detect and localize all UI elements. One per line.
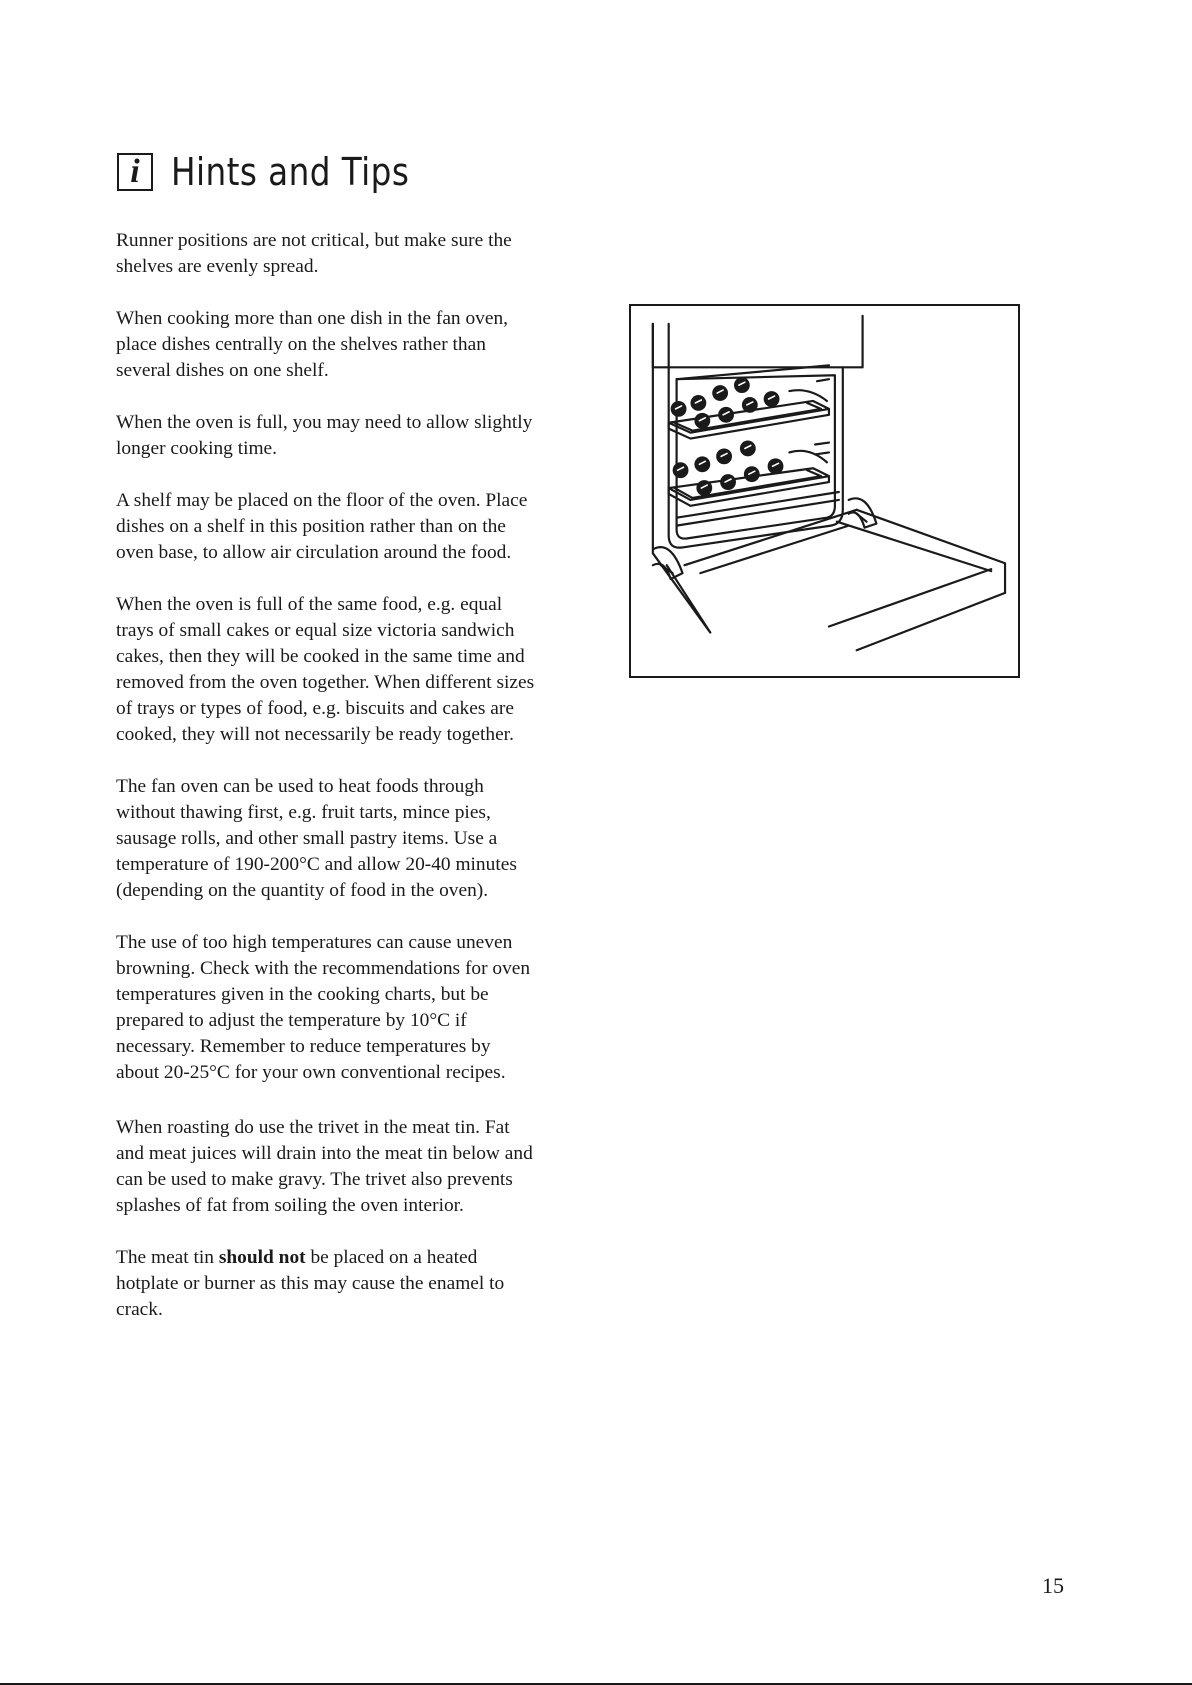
tip-paragraph: When cooking more than one dish in the fan oven, place dishes centrally on the shelves rather than several dishes on one shelf.: [116, 308, 509, 381]
section-heading: [117, 150, 448, 194]
oven-illustration: [629, 304, 1020, 678]
tip-text: The meat tin: [116, 1247, 219, 1268]
info-icon: i: [117, 153, 153, 191]
oven-icon: [631, 306, 1018, 676]
page-number: 15: [1042, 1573, 1064, 1598]
tip-paragraph: The use of too high temperatures can cause uneven browning. Check with the recommendations for oven temperatures given in the cooking charts, but be prepared to adjust the temperature by 10°C if necessary. Remember to reduce temperatures by about 20-25°C for your own conventional recipes.: [116, 932, 531, 1083]
tip-paragraph: The fan oven can be used to heat foods through without thawing first, e.g. fruit tarts, mince pies, sausage rolls, and other small pastry items. Use a temperature of 190-200°C and allow 20-40 minutes (depending on the quantity of food in the oven).: [116, 776, 517, 901]
tip-paragraph: A shelf may be placed on the floor of the oven. Place dishes on a shelf in this position rather than on the oven base, to allow air circulation around the food.: [116, 490, 528, 563]
tip-paragraph: When the oven is full of the same food, e.g. equal trays of small cakes or equal size victoria sandwich cakes, then they will be cooked in the same time and removed from the oven together. When different sizes of trays or types of food, e.g. biscuits and cakes are cooked, they will not necessarily be ready together.: [116, 594, 535, 745]
tips-column: [116, 228, 586, 1323]
tip-text: be placed on a heated hotplate or burner as this may cause the enamel to crack.: [116, 1247, 505, 1320]
tip-paragraph-meat-tin: [116, 1245, 586, 1323]
page-title: Hints and Tips: [171, 150, 410, 194]
tip-emphasis: should not: [218, 1247, 306, 1268]
tip-paragraph: When roasting do use the trivet in the meat tin. Fat and meat juices will drain into the meat tin below and can be used to make gravy. The trivet also prevents splashes of fat from soiling the oven interior.: [116, 1117, 533, 1216]
tip-paragraph: Runner positions are not critical, but make sure the shelves are evenly spread.: [116, 230, 512, 277]
tip-paragraph: When the oven is full, you may need to allow slightly longer cooking time.: [116, 412, 533, 459]
